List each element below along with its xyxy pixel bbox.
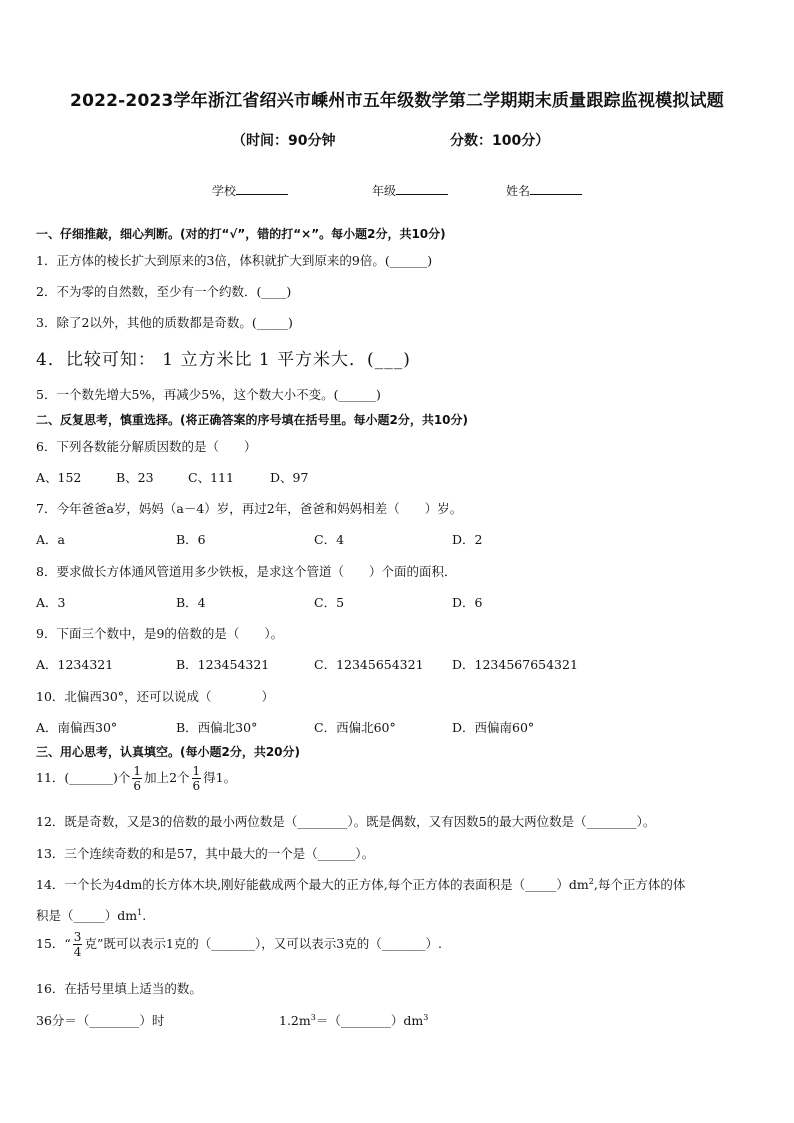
question-2: 2．不为零的自然数，至少有一个约数．(____)	[36, 284, 292, 299]
superscript: 3	[423, 1012, 429, 1022]
question-14-part: 14．一个长为4dm的长方体木块,刚好能截成两个最大的正方体,每个正方体的表面积是（_____）dm	[36, 877, 589, 892]
option-c[interactable]: C．5	[314, 595, 345, 610]
option-c[interactable]: C．12345654321	[314, 657, 424, 672]
question-11-part: 加上2个	[144, 770, 190, 785]
option-a[interactable]: A．南偏西30°	[36, 720, 118, 735]
denominator: 4	[73, 945, 82, 959]
option-c[interactable]: C、111	[188, 470, 234, 485]
numerator: 1	[192, 764, 201, 778]
question-3: 3．除了2以外，其他的质数都是奇数。(_____)	[36, 315, 293, 330]
section-3-heading: 三、用心思考，认真填空。(每小题2分，共20分)	[36, 745, 301, 759]
question-11	[36, 764, 236, 793]
option-b[interactable]: B．6	[176, 532, 206, 547]
superscript: 3	[310, 1012, 316, 1022]
question-16-part: ＝（________）dm	[315, 1013, 424, 1028]
question-14-part: .	[142, 908, 147, 923]
option-a[interactable]: A．3	[36, 595, 66, 610]
option-b[interactable]: B．4	[176, 595, 206, 610]
option-d[interactable]: D．6	[452, 595, 483, 610]
question-6: 6．下列各数能分解质因数的是（ ）	[36, 439, 257, 454]
numerator: 1	[133, 764, 142, 778]
option-d[interactable]: D．2	[452, 532, 483, 547]
question-14-continued	[36, 906, 146, 924]
question-16: 16．在括号里填上适当的数。	[36, 981, 202, 996]
question-13: 13．三个连续奇数的和是57，其中最大的一个是（______）。	[36, 846, 375, 861]
denominator: 6	[192, 779, 201, 793]
name-label: 姓名	[506, 184, 531, 198]
option-d[interactable]: D．1234567654321	[452, 657, 578, 672]
denominator: 6	[133, 779, 142, 793]
school-label: 学校	[212, 184, 237, 198]
fraction	[132, 764, 142, 793]
question-11-part: 得1。	[203, 770, 237, 785]
fraction	[73, 930, 83, 959]
question-15	[36, 930, 442, 959]
superscript: 1	[137, 907, 143, 917]
name-blank[interactable]	[530, 182, 582, 195]
exam-score: 分数：100分）	[450, 133, 550, 149]
option-d[interactable]: D．西偏南60°	[452, 720, 535, 735]
grade-blank[interactable]	[396, 182, 448, 195]
question-15-part: 15．“	[36, 936, 71, 951]
question-7: 7．今年爸爸a岁，妈妈（a－4）岁，再过2年，爸爸和妈妈相差（ ）岁。	[36, 501, 463, 516]
option-a[interactable]: A．a	[36, 532, 65, 547]
school-blank[interactable]	[236, 182, 288, 195]
option-a[interactable]: A、152	[36, 470, 82, 485]
question-12: 12．既是奇数，又是3的倍数的最小两位数是（________）。既是偶数，又有因数5的最大两位数是（________）。	[36, 814, 656, 829]
question-14	[36, 875, 685, 893]
fraction	[192, 764, 202, 793]
exam-time: （时间：90分钟	[232, 133, 336, 149]
numerator: 3	[73, 930, 82, 944]
section-2-heading: 二、反复思考，慎重选择。(将正确答案的序号填在括号里。每小题2分，共10分)	[36, 413, 469, 427]
option-a[interactable]: A．1234321	[36, 657, 114, 672]
option-c[interactable]: C．西偏北60°	[314, 720, 396, 735]
question-5: 5．一个数先增大5%，再减少5%，这个数大小不变。(______)	[36, 387, 381, 402]
option-d[interactable]: D、97	[270, 470, 309, 485]
option-b[interactable]: B．123454321	[176, 657, 270, 672]
option-b[interactable]: B、23	[116, 470, 154, 485]
section-1-heading: 一、仔细推敲，细心判断。(对的打“√”，错的打“×”。每小题2分，共10分)	[36, 227, 446, 241]
exam-meta	[232, 130, 550, 150]
page-title: 2022-2023学年浙江省绍兴市嵊州市五年级数学第二学期期末质量跟踪监视模拟试题	[70, 91, 724, 111]
name-field[interactable]	[506, 182, 582, 199]
question-9: 9．下面三个数中，是9的倍数的是（ ）。	[36, 626, 284, 641]
school-field[interactable]	[212, 182, 288, 199]
question-10: 10．北偏西30°，还可以说成（ ）	[36, 689, 275, 704]
question-14-part: 积是（_____）dm	[36, 908, 138, 923]
option-c[interactable]: C．4	[314, 532, 345, 547]
question-4: 4．比较可知： 1 立方米比 1 平方米大．(___)	[36, 350, 411, 370]
question-16-b	[279, 1011, 428, 1029]
question-11-part: 11．(_______)个	[36, 770, 131, 785]
option-b[interactable]: B．西偏北30°	[176, 720, 258, 735]
question-1: 1．正方体的棱长扩大到原来的3倍，体积就扩大到原来的9倍。(______)	[36, 253, 433, 268]
question-16-a: 36分＝（________）时	[36, 1013, 165, 1028]
question-15-part: 克”既可以表示1克的（_______），又可以表示3克的（_______）.	[84, 936, 442, 951]
superscript: 2	[588, 876, 594, 886]
question-14-part: ,每个正方体的体	[593, 877, 686, 892]
question-8: 8．要求做长方体通风管道用多少铁板，是求这个管道（ ）个面的面积．	[36, 564, 457, 579]
grade-field[interactable]	[372, 182, 448, 199]
question-16-part: 1.2m	[279, 1013, 311, 1028]
grade-label: 年级	[372, 184, 397, 198]
